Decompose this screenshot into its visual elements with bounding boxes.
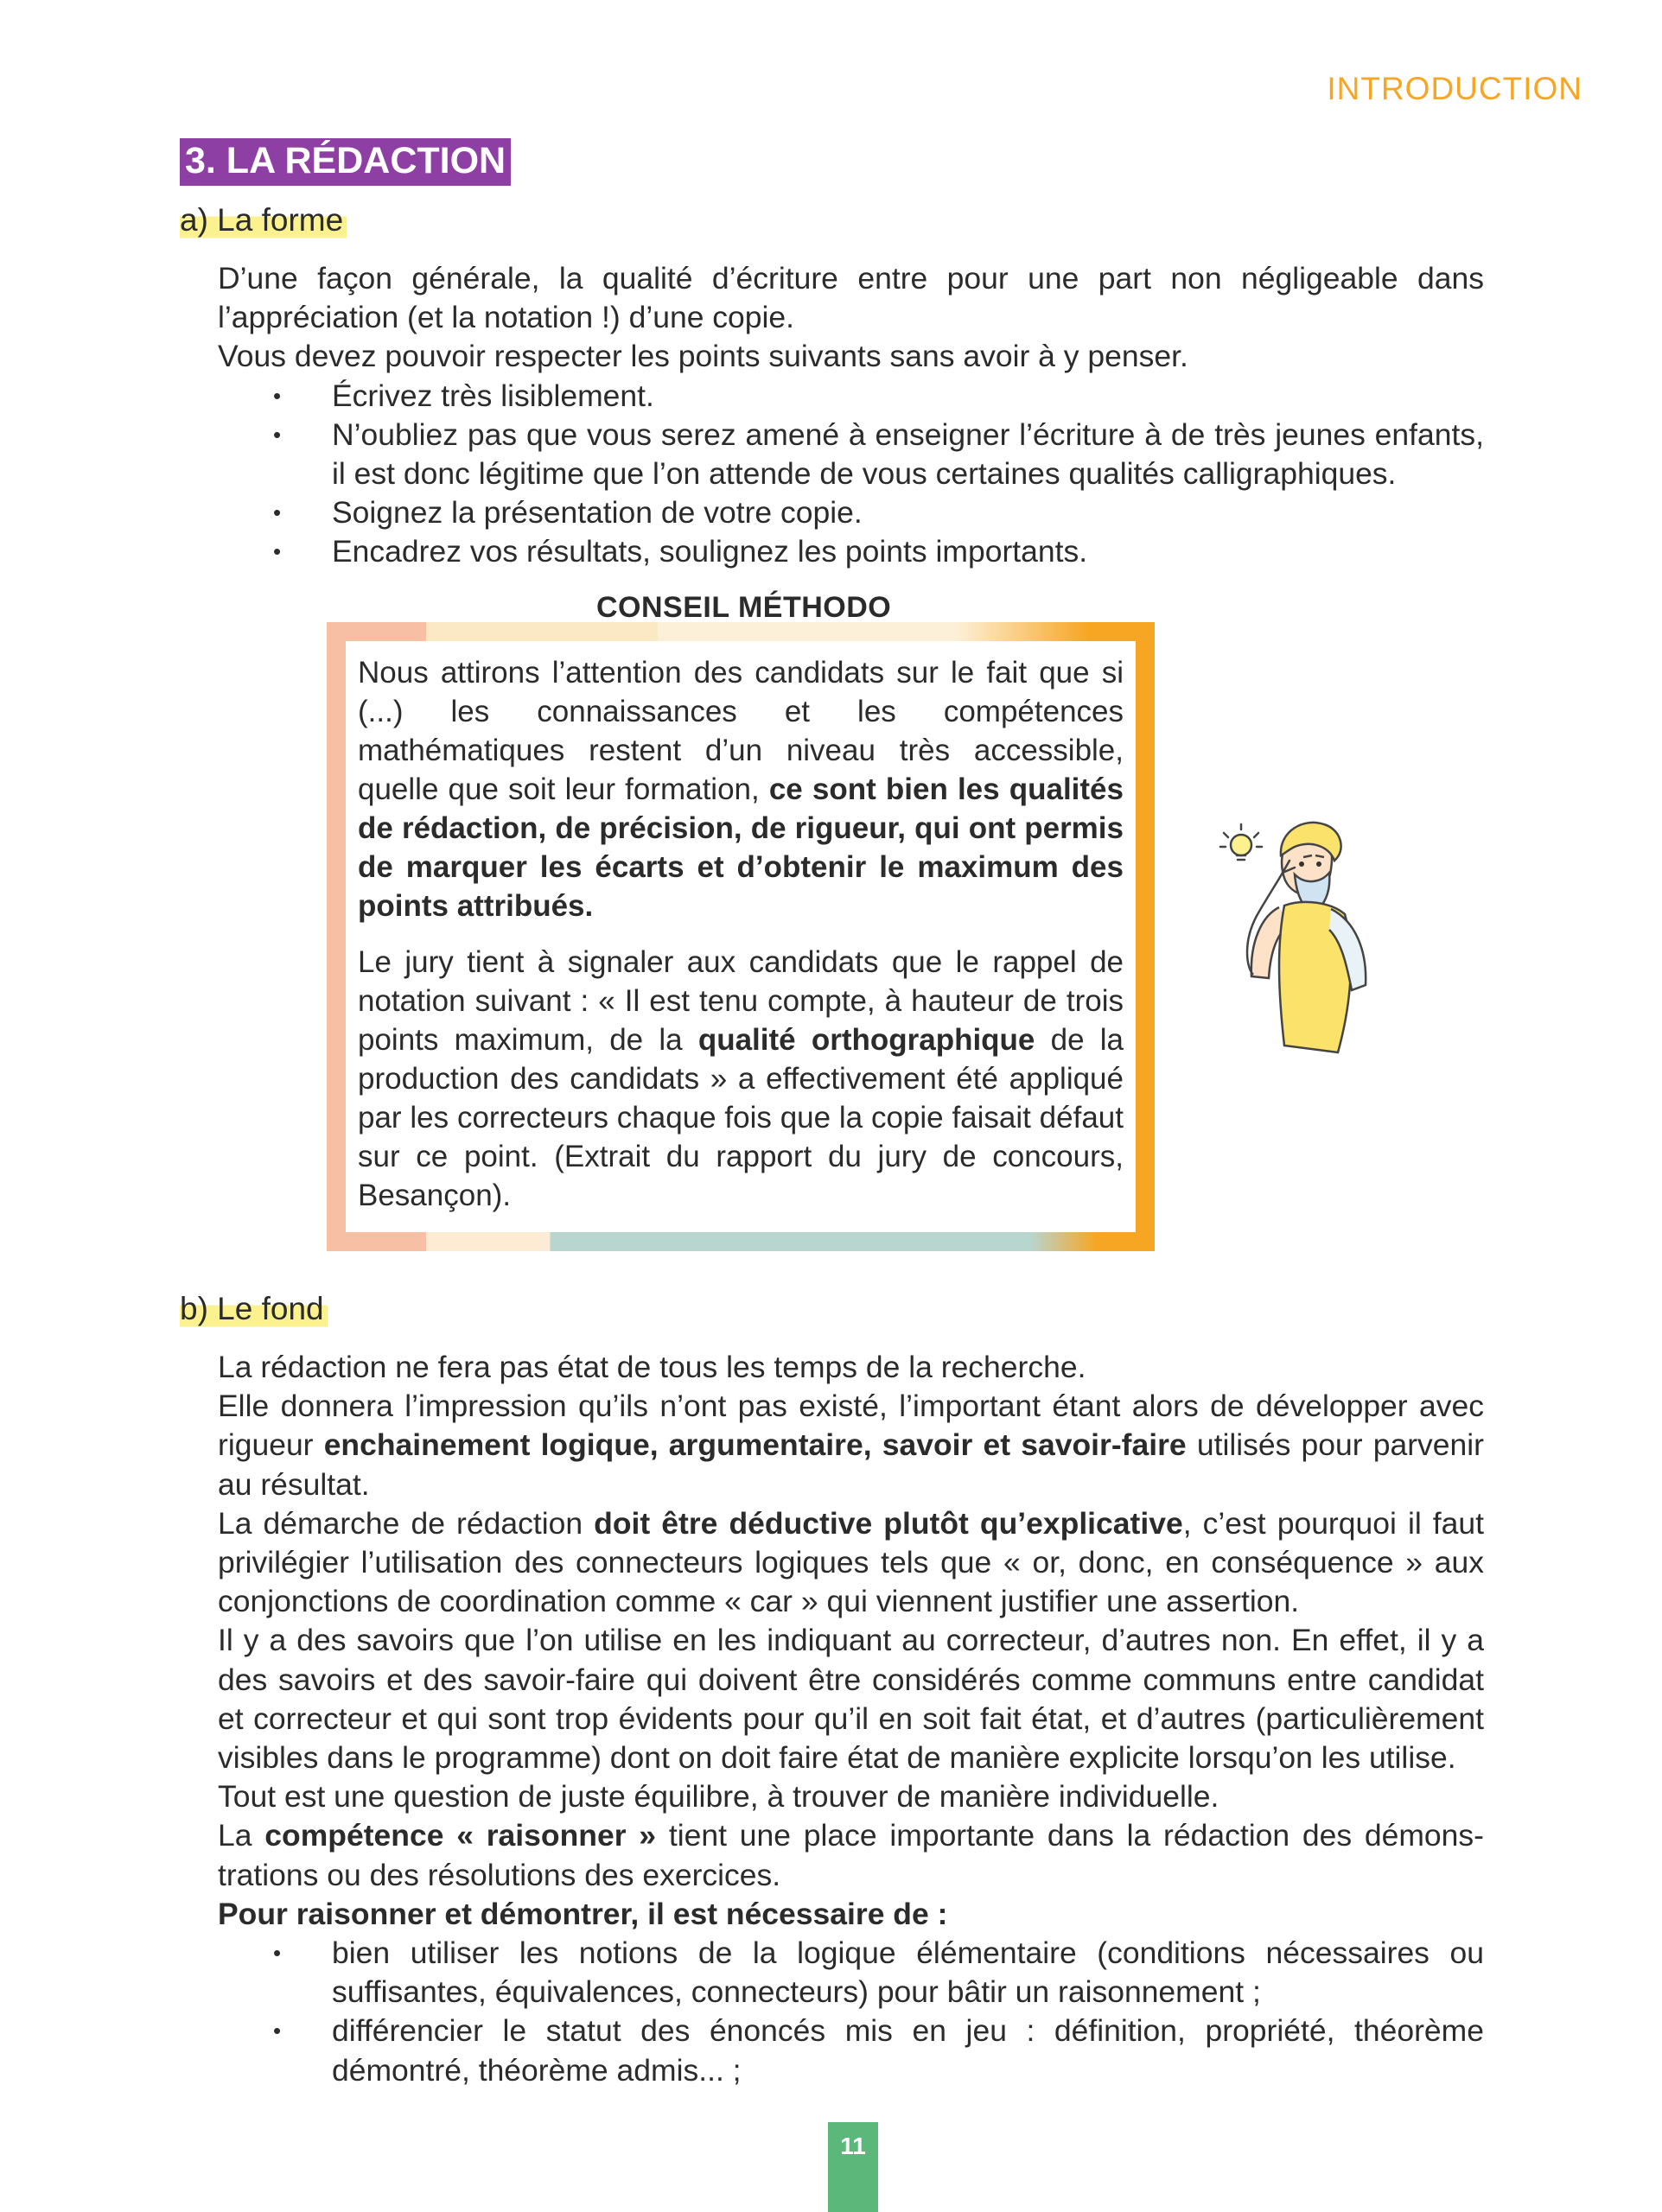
fond-p2-text: Elle donnera l’impression qu’ils n’ont pas existé, l’important étant alors de développer avec rigueur — [218, 1389, 1484, 1463]
fond-p3-text: La démarche de rédaction — [218, 1505, 595, 1541]
page-number: 11 — [828, 2122, 878, 2212]
conseil-box-text — [358, 653, 1124, 1232]
fond-p6-text: La — [218, 1818, 265, 1853]
fond-bullet-list — [218, 1934, 1484, 2090]
conseil-p1-bold: ce sont bien les qualités de rédaction, de précision, de rigueur, qui ont permis de marquer les écarts et d’obtenir le maximum des points attribués. — [358, 772, 1124, 923]
conseil-p2-end: de la production des candidats » a effectivement été appliqué par les correcteurs chaque fois que la copie faisait défaut sur ce point. (Extrait du rapport du jury de concours, Besançon). — [358, 1023, 1124, 1212]
conseil-p2-text: Le jury tient à signaler aux candidats que le rappel de notation suivant : « Il est tenu compte, à hauteur de trois points maximum, de la — [358, 945, 1124, 1057]
fond-paragraph-3 — [218, 1504, 1484, 1622]
fond-paragraph-6 — [218, 1816, 1484, 1894]
forme-bullet-list — [218, 377, 1484, 572]
conseil-title: CONSEIL MÉTHODO — [596, 591, 892, 624]
forme-paragraph-1: D’une façon générale, la qualité d’écriture entre pour une part non négligeable dans l’appréciation (et la notation !) d’une copie. — [218, 261, 1484, 335]
fond-paragraph-5: Tout est une question de juste équilibre, à trouver de manière individuelle. — [218, 1779, 1219, 1815]
list-item: • N’oubliez pas que vous serez amené à enseigner l’écriture à de très jeunes enfants, il est donc légitime que l’on attende de vous certaines qualités calligraphiques. — [218, 416, 1484, 493]
fond-p2-bold: enchainement logique, argumentaire, savoir et savoir-faire — [323, 1427, 1187, 1463]
fond-p3-end: , c’est pourquoi il faut privilégier l’utilisation des connecteurs logiques tels que « or, donc, en conséquence » aux conjonctions de coordination comme « car » qui viennent justifier une assertion. — [218, 1505, 1485, 1619]
section-title: 3. LA RÉDACTION — [180, 138, 511, 186]
fond-paragraph-2 — [218, 1387, 1484, 1504]
list-item: • différencier le statut des énoncés mis en jeu : définition, propriété, théorème démontré, théorème admis... ; — [218, 2012, 1484, 2089]
fond-paragraph-4: Il y a des savoirs que l’on utilise en les indiquant au correcteur, d’autres non. En effet, il y a des savoirs et des savoir-faire qui doivent être considérés comme communs entre candidat et correcteur et qui sont trop évidents pour qu’il en soit fait état, et d’autres (particulièrement visibles dans le programme) dont on doit faire état de manière explicite lorsqu’on les utilise. — [218, 1623, 1484, 1776]
running-header: INTRODUCTION — [1327, 71, 1582, 106]
subheading-forme: a) La forme — [180, 202, 347, 239]
fond-body — [218, 1348, 1484, 2090]
lightbulb-icon — [1220, 824, 1262, 860]
fond-p6-end: tient une place importante dans la rédaction des démons-trations ou des résolutions des exercices. — [218, 1818, 1484, 1892]
fond-p6-bold: compétence « raisonner » — [264, 1818, 657, 1853]
subheading-fond: b) Le fond — [180, 1291, 328, 1328]
conseil-p1-text: Nous attirons l’attention des candidats sur le fait que si (...) les connaissances et les compétences mathématiques restent d’un niveau très accessible, quelle que soit leur formation, — [358, 656, 1124, 806]
conseil-p2-bold: qualité orthographique — [697, 1023, 1035, 1057]
list-item: • Encadrez vos résultats, soulignez les points importants. — [218, 532, 1484, 571]
fond-p3-bold: doit être déductive plutôt qu’explicative — [594, 1505, 1183, 1541]
fond-p2-end: utilisés pour parvenir au résultat. — [218, 1427, 1485, 1502]
thinking-philosopher-illustration — [1182, 812, 1390, 1071]
fond-paragraph-7 — [218, 1895, 1484, 1934]
list-item: • Soignez la présentation de votre copie. — [218, 493, 1484, 532]
fond-p7-bold: Pour raisonner et démontrer, il est nécessaire de : — [218, 1896, 948, 1931]
conseil-paragraph-2 — [358, 943, 1124, 1215]
list-item: • Écrivez très lisiblement. — [218, 377, 1484, 416]
conseil-paragraph-1 — [358, 653, 1124, 925]
list-item: • bien utiliser les notions de la logique élémentaire (conditions nécessaires ou suffisantes, équivalences, connecteurs) pour bâtir un raisonnement ; — [218, 1934, 1484, 2012]
fond-paragraph-1: La rédaction ne fera pas état de tous les temps de la recherche. — [218, 1350, 1086, 1384]
forme-body — [218, 259, 1484, 572]
forme-paragraph-2: Vous devez pouvoir respecter les points suivants sans avoir à y penser. — [218, 339, 1188, 374]
